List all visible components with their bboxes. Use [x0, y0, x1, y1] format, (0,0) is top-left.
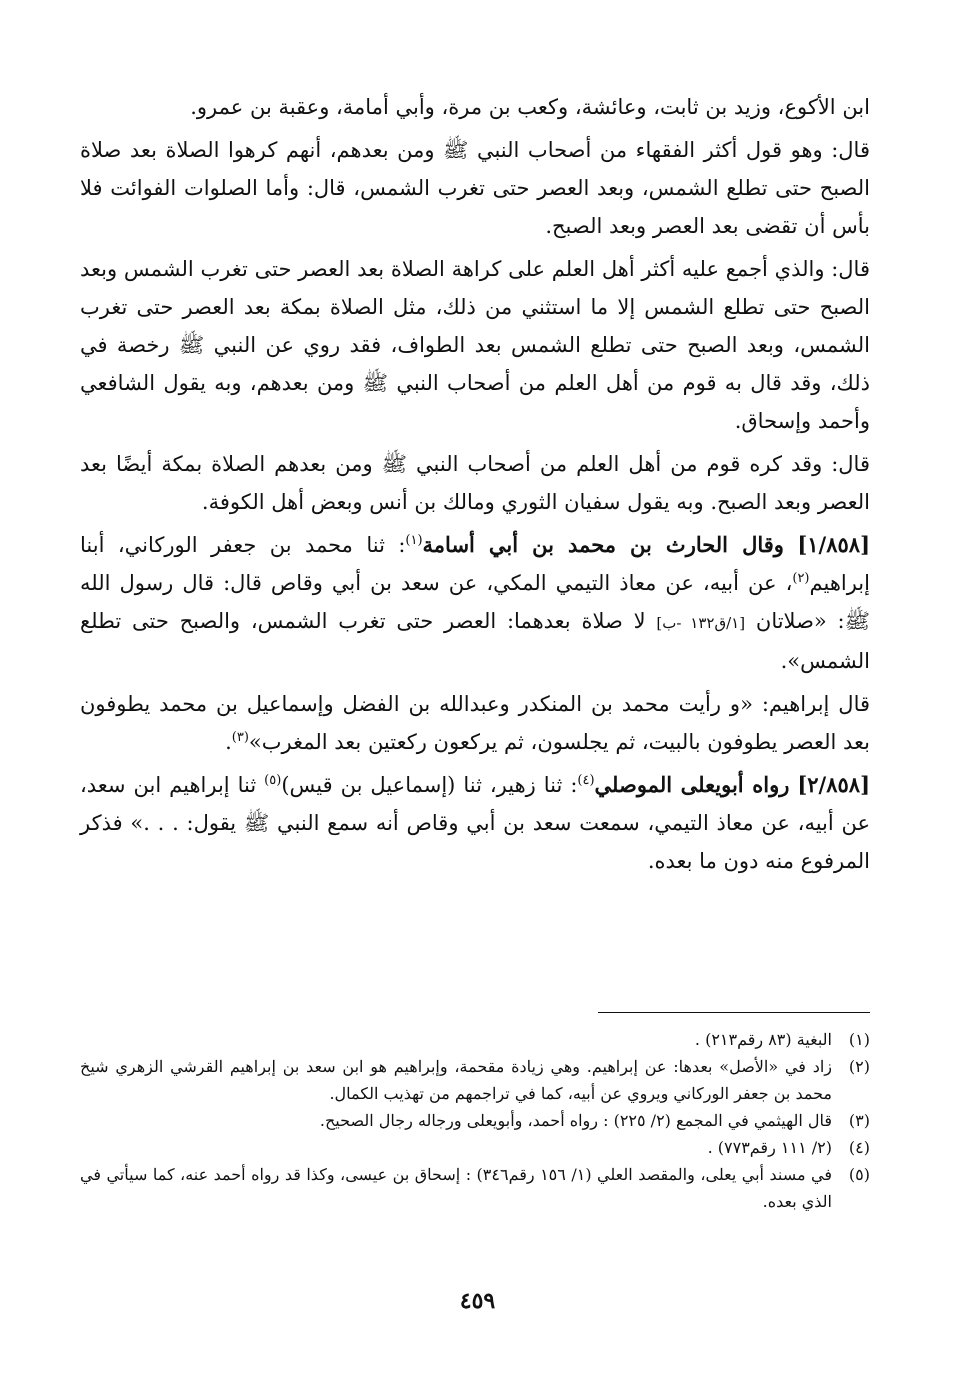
paragraph-ibrahim [80, 685, 870, 761]
hadith-text: ، عن أبيه، عن معاذ التيمي المكي، عن سعد بن أبي وقاص قال: قال رسول الله ﷺ: «صلاتان [80, 571, 870, 633]
footnote-separator [598, 1012, 870, 1013]
footnote-mark: (٥) [264, 773, 282, 788]
footnotes [80, 1026, 870, 1215]
quote-end: . [225, 730, 232, 754]
footnote-item [80, 1107, 870, 1134]
footnote-text: زاد في «الأصل» بعدها: عن إبراهيم. وهي زيادة مقحمة، وإبراهيم هو ابن سعد بن إبراهيم القرشي الزهري شيخ محمد بن جعفر الوركاني ويروي عن أبيه، كما في تراجمهم من تهذيب الكمال. [80, 1057, 832, 1103]
footnote-number: (٢) [848, 1057, 870, 1076]
main-text [80, 88, 870, 885]
hadith-number: [٢/٨٥٨] [797, 772, 871, 797]
narrator-heading: وقال الحارث بن محمد بن أبي أسامة [422, 532, 784, 557]
paragraph-1: ابن الأكوع، وزيد بن ثابت، وعائشة، وكعب بن مرة، وأبي أمامة، وعقبة بن عمرو. [190, 95, 870, 119]
footnote-number: (٤) [848, 1138, 870, 1157]
footnote-item [80, 1134, 870, 1161]
footnote-mark: (٤) [577, 773, 595, 788]
hadith-858-1 [80, 526, 870, 680]
footnote-item [80, 1161, 870, 1215]
footnote-mark: (٢) [792, 571, 810, 586]
hadith-number: [١/٨٥٨] [797, 532, 870, 557]
hadith-text: : ثنا محمد بن جعفر الوركاني، أبنا إبراهيم [80, 533, 870, 595]
footnote-number: (٥) [848, 1165, 870, 1184]
footnote-text: في مسند أبي يعلى، والمقصد العلي (١/ ١٥٦ رقم٣٤٦) : إسحاق بن عيسى، وكذا قد رواه أحمد عنه، كما سيأتي في الذي بعده. [80, 1165, 832, 1211]
footnote-text: البغية (٨٣ رقم٢١٣) . [694, 1030, 832, 1049]
hadith-text: لا صلاة بعدهما: العصر حتى تغرب الشمس، والصبح حتى تطلع الشمس». [80, 609, 870, 673]
footnote-item [80, 1053, 870, 1107]
hadith-text: ثنا إبراهيم ابن سعد، عن أبيه، عن معاذ التيمي، سمعت سعد بن أبي وقاص أنه سمع النبي ﷺ يقول: . . .» فذكر المرفوع منه دون ما بعده. [80, 773, 870, 873]
footnote-number: (٣) [848, 1111, 870, 1130]
footnote-mark: (٣) [231, 730, 249, 745]
narrator-heading: رواه أبويعلى الموصلي [594, 772, 790, 797]
paragraph-2: قال: وهو قول أكثر الفقهاء من أصحاب النبي ﷺ ومن بعدهم، أنهم كرهوا الصلاة بعد صلاة الصبح حتى تطلع الشمس، وبعد العصر حتى تغرب الشمس، قال: وأما الصلوات الفوائت فلا بأس أن تقضى بعد العصر وبعد الصبح. [80, 138, 870, 238]
quote-text: قال إبراهيم: «و رأيت محمد بن المنكدر وعبدالله بن الفضل وإسماعيل بن محمد يطوفون بعد العصر يطوفون بالبيت، ثم يجلسون، ثم يركعون ركعتين بعد المغرب» [80, 692, 870, 754]
paragraph-3: قال: والذي أجمع عليه أكثر أهل العلم على كراهة الصلاة بعد العصر حتى تغرب الشمس وبعد الصبح حتى تطلع الشمس إلا ما استثني من ذلك، مثل الصلاة بمكة بعد العصر حتى تغرب الشمس، وبعد الصبح حتى تطلع الشمس بعد الطواف، فقد روي عن النبي ﷺ رخصة في ذلك، وقد قال به قوم من أهل العلم من أصحاب النبي ﷺ ومن بعدهم، وبه يقول الشافعي وأحمد وإسحاق. [80, 257, 870, 433]
footnote-number: (١) [848, 1030, 870, 1049]
page-number: ٤٥٩ [459, 1288, 496, 1314]
footnote-text: قال الهيثمي في المجمع (٢/ ٢٢٥) : رواه أحمد، وأبويعلى ورجاله رجال الصحيح. [319, 1111, 832, 1130]
footnote-text: (٢/ ١١١ رقم٧٧٣) . [707, 1138, 832, 1157]
paragraph-4: قال: وقد كره قوم من أهل العلم من أصحاب النبي ﷺ ومن بعدهم الصلاة بمكة أيضًا بعد العصر وبعد الصبح. وبه يقول سفيان الثوري ومالك بن أنس وبعض أهل الكوفة. [80, 452, 870, 514]
hadith-858-2 [80, 766, 870, 880]
footnote-item [80, 1026, 870, 1053]
manuscript-folio: [١/ق١٣٢ -ب] [656, 614, 746, 632]
hadith-text: : ثنا زهير، ثنا (إسماعيل بن قيس) [281, 773, 578, 797]
footnote-mark: (١) [405, 533, 423, 548]
